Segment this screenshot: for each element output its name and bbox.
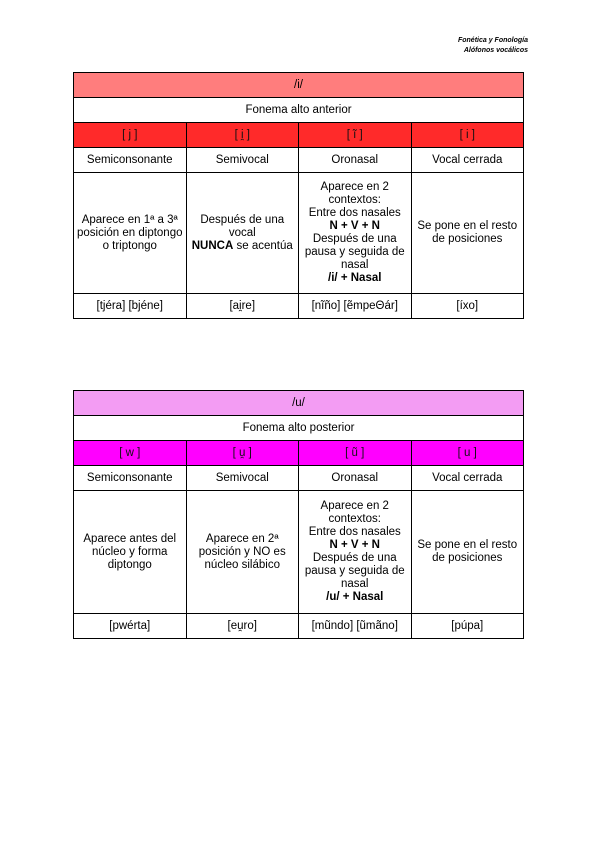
description-cell [186, 173, 299, 294]
header-subject: Fonética y Fonología [457, 37, 528, 44]
description-text: Aparece en 1ª a 3ª posición en diptongo o triptongo [77, 213, 183, 252]
symbol-cell: [ ĩ ] [299, 123, 412, 148]
phoneme-table-i [73, 72, 524, 319]
description-formula: /i/ + Nasal [328, 272, 382, 284]
symbol-cell: [ i ] [411, 123, 524, 148]
description-cell [411, 491, 524, 614]
table-title: /i/ [74, 73, 524, 98]
type-cell: Semiconsonante [74, 148, 187, 173]
description-tail: se acentúa [233, 239, 293, 252]
description-formula: N + V + N [329, 220, 380, 232]
description-text: Después de una vocal [200, 213, 285, 239]
description-intro: Aparece en 2 contextos: [320, 181, 389, 206]
example-cell: [mũndo] [ũmãno] [299, 614, 412, 639]
example-cell: [eu̯ro] [186, 614, 299, 639]
description-text: Aparece en 2ª posición y NO es núcleo silábico [198, 532, 286, 571]
table-subtitle: Fonema alto posterior [74, 416, 524, 441]
description-formula: N + V + N [329, 539, 380, 551]
example-cell: [ai̯re] [186, 294, 299, 319]
table-subtitle: Fonema alto anterior [74, 98, 524, 123]
description-text: Se pone en el resto de posiciones [417, 539, 518, 564]
example-cell: [púpa] [411, 614, 524, 639]
type-cell: Oronasal [299, 466, 412, 491]
symbol-cell: [ i̯ ] [186, 123, 299, 148]
description-cell [299, 173, 412, 294]
example-cell: [nĩño] [ẽmpeΘár] [299, 294, 412, 319]
type-cell: Vocal cerrada [411, 148, 524, 173]
description-line: Entre dos nasales [308, 526, 401, 538]
example-cell: [tjéra] [bjéne] [74, 294, 187, 319]
type-cell: Semiconsonante [74, 466, 187, 491]
description-cell [186, 491, 299, 614]
symbol-cell: [ u̯ ] [186, 441, 299, 466]
table-title: /u/ [74, 391, 524, 416]
description-cell [411, 173, 524, 294]
description-intro: Aparece en 2 contextos: [320, 500, 389, 525]
symbol-cell: [ w ] [74, 441, 187, 466]
page-header [458, 36, 528, 56]
description-emphasis: NUNCA [191, 239, 234, 252]
description-line: Entre dos nasales [308, 207, 401, 219]
description-cell [74, 173, 187, 294]
description-formula: /u/ + Nasal [326, 591, 384, 603]
description-text: Se pone en el resto de posiciones [417, 220, 518, 245]
type-cell: Semivocal [186, 466, 299, 491]
type-cell: Semivocal [186, 148, 299, 173]
symbol-cell: [ ũ ] [299, 441, 412, 466]
description-text: Aparece antes del núcleo y forma diptongo [83, 532, 177, 571]
example-cell: [íxo] [411, 294, 524, 319]
symbol-cell: [ j ] [74, 123, 187, 148]
symbol-cell: [ u ] [411, 441, 524, 466]
description-line: Después de una pausa y seguida de nasal [304, 233, 405, 271]
description-cell [299, 491, 412, 614]
type-cell: Vocal cerrada [411, 466, 524, 491]
header-topic: Alófonos vocálicos [463, 47, 528, 54]
phoneme-table-u [73, 390, 524, 639]
type-cell: Oronasal [299, 148, 412, 173]
description-line: Después de una pausa y seguida de nasal [304, 552, 405, 590]
example-cell: [pwérta] [74, 614, 187, 639]
description-cell [74, 491, 187, 614]
